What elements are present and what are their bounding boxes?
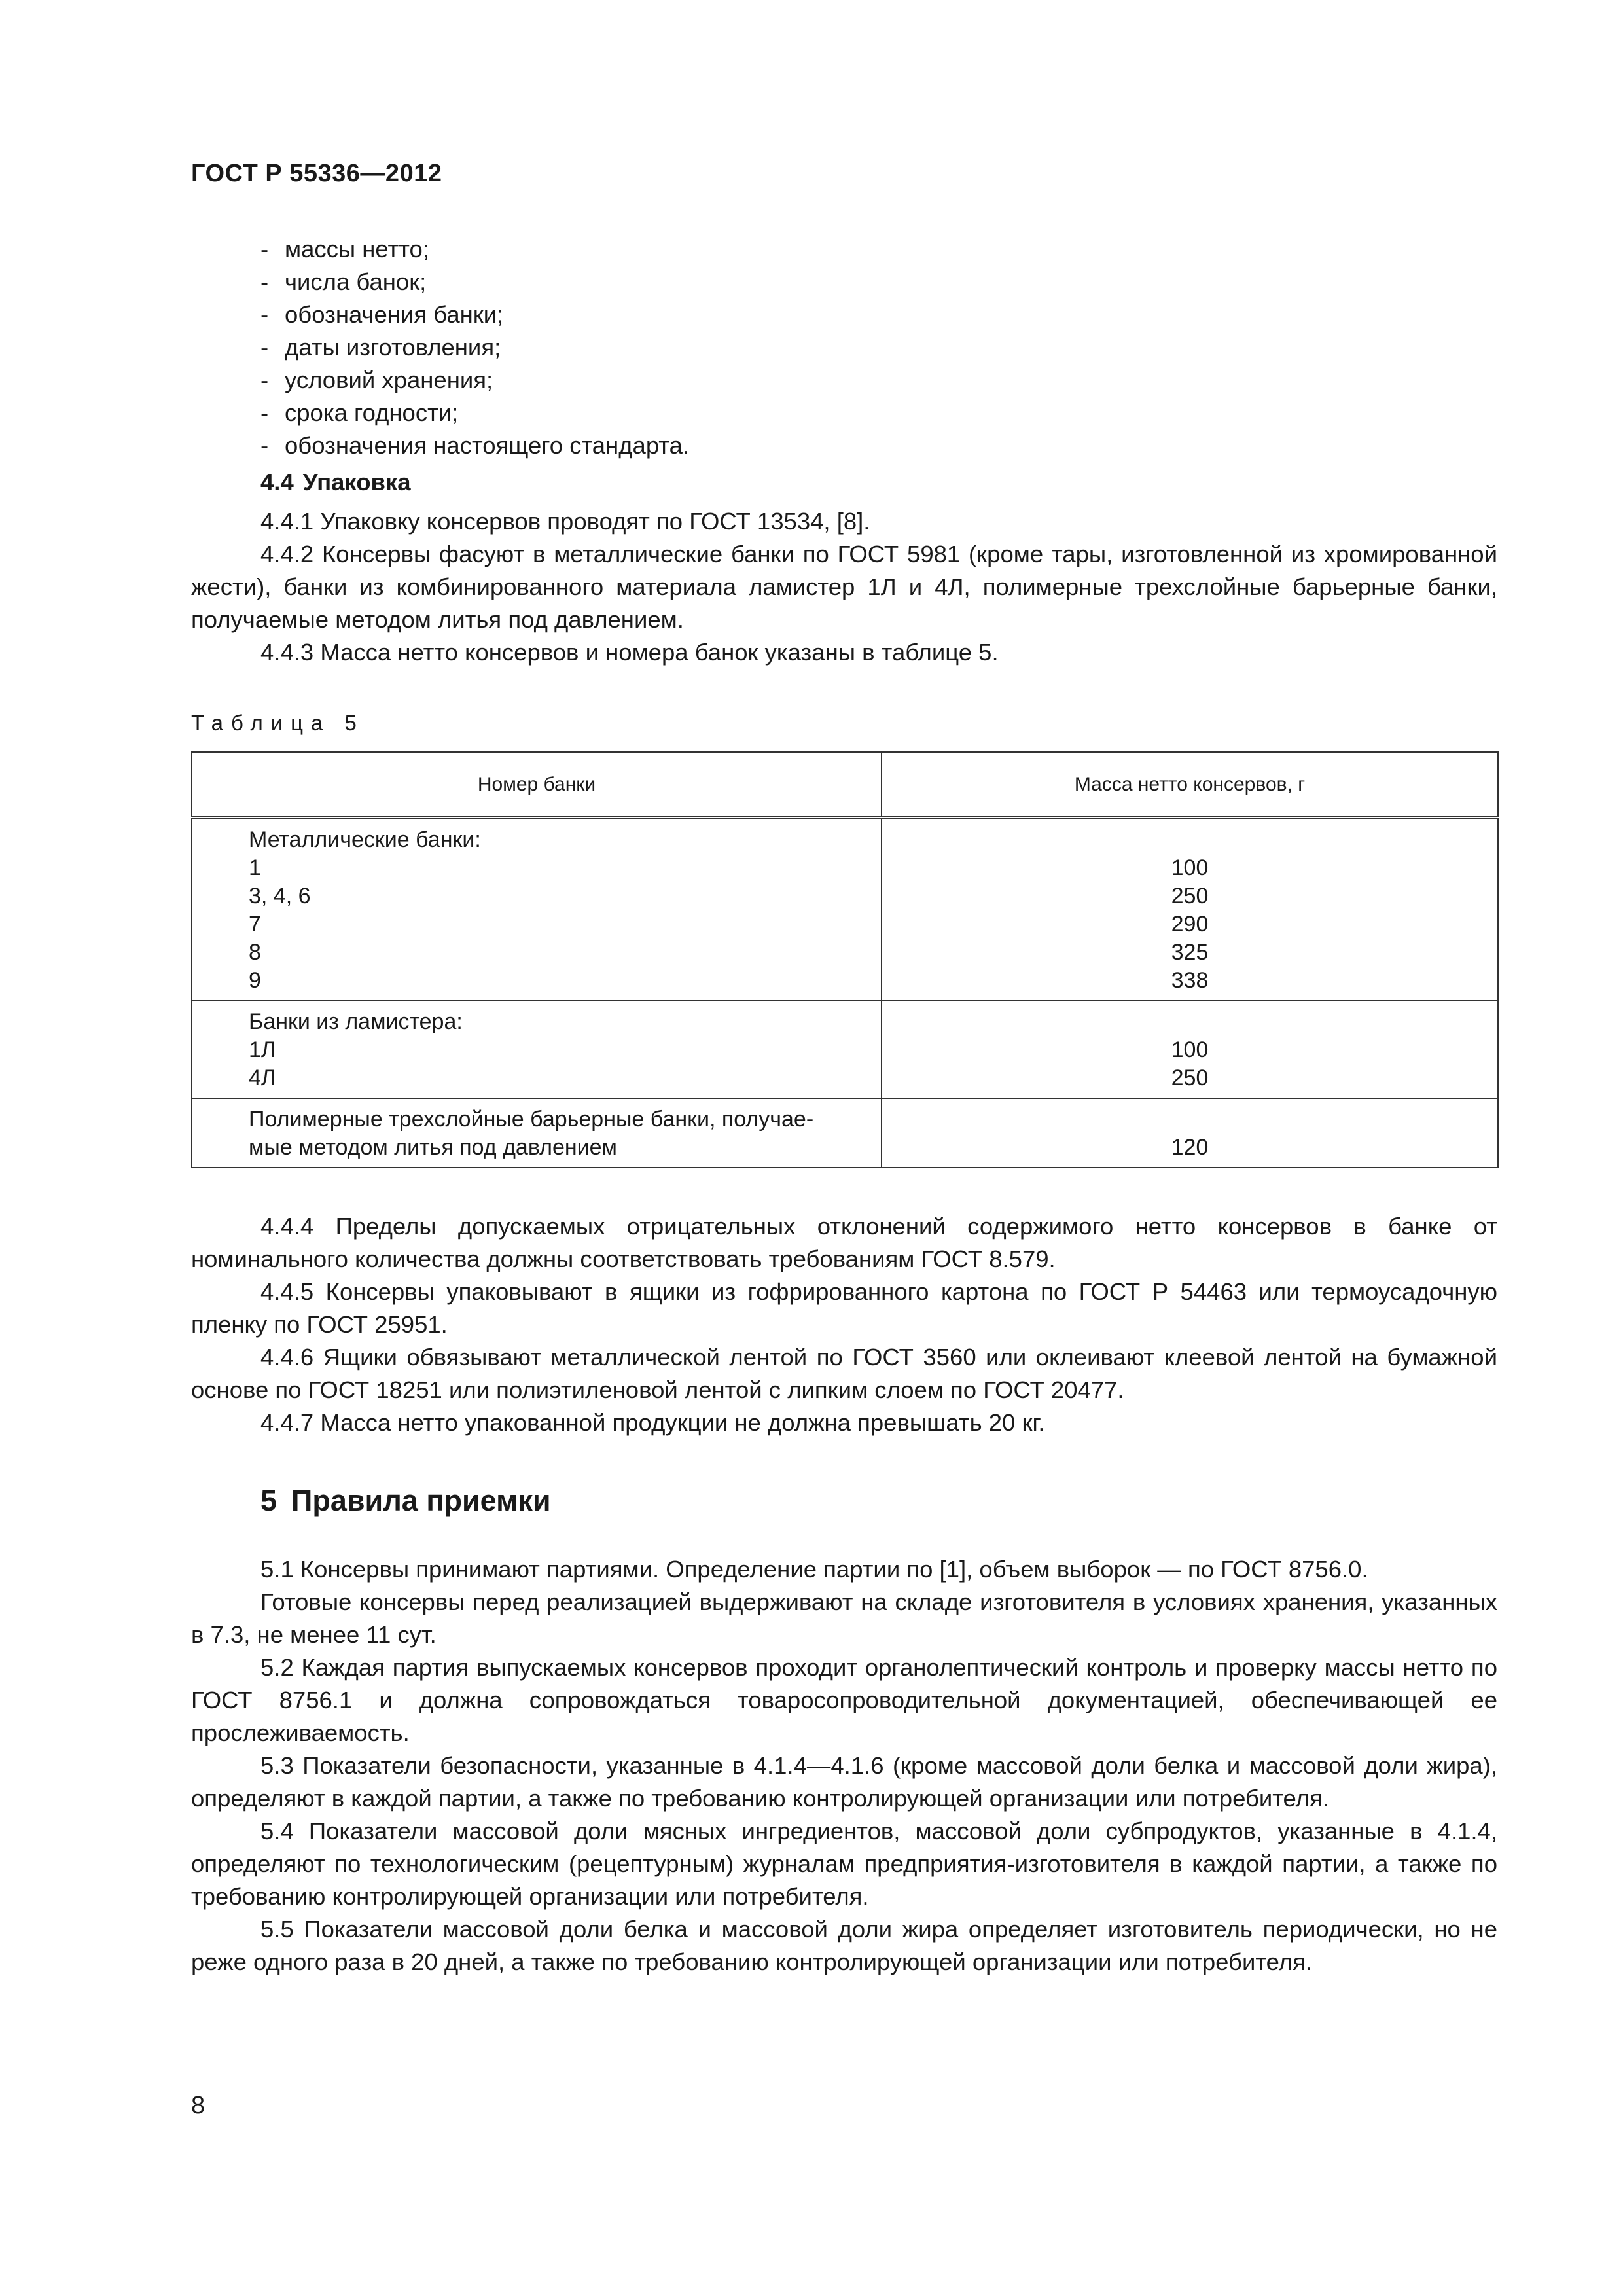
section-paragraph: 5.5 Показатели массовой доли белка и массовой доли жира определяет изготовитель периодически, но не реже одного раза в 20 дней, а также по требованию контролирующей организации или потребителя. [191,1916,1497,1975]
clause-paragraph: 4.4.4 Пределы допускаемых отрицательных отклонений содержимого нетто консервов в банке от номинального количества должны соответствовать требованиям ГОСТ 8.579. [191,1213,1497,1272]
list-item: - условий хранения; [191,364,1497,397]
subsection-heading-packaging [191,466,1497,499]
table-header-row [192,752,1498,817]
net-mass-cell [882,817,1498,1001]
can-number: 1Л [249,1037,276,1062]
section-paragraph: 5.1 Консервы принимают партиями. Определение партии по [1], объем выборок — по ГОСТ 8756.0. [260,1556,1368,1583]
subsection-number: 4.4 [260,469,294,495]
section-heading-acceptance-rules [191,1482,1497,1519]
can-number: 9 [249,968,261,993]
section-paragraph: 5.4 Показатели массовой доли мясных ингредиентов, массовой доли субпродуктов, указанные в 4.1.4, определяют по технологическим (рецептурным) журналам предприятия-изготовителя в каждой партии, а также по требованию контролирующей организации или потребителя. [191,1818,1497,1910]
clause-paragraph: 4.4.7 Масса нетто упакованной продукции не должна превышать 20 кг. [260,1409,1045,1436]
list-item: - массы нетто; [191,233,1497,266]
can-number: 8 [249,940,261,965]
net-mass: 100 [1171,1037,1209,1062]
can-number: 1 [249,855,261,880]
can-number-cell [192,1098,882,1168]
clause-paragraph: 4.4.1 Упаковку консервов проводят по ГОСТ 13534, [8]. [260,508,870,535]
table-row [192,1098,1498,1168]
group-label: Полимерные трехслойные барьерные банки, получае- [249,1107,814,1132]
net-mass: 290 [1171,912,1209,937]
page-content [191,233,1497,1979]
list-item: - обозначения настоящего стандарта. [191,429,1497,462]
list-item: - срока годности; [191,397,1497,429]
net-mass: 250 [1171,1066,1209,1090]
net-mass: 120 [1171,1135,1209,1160]
document-header: ГОСТ Р 55336—2012 [191,160,442,187]
marking-list [191,233,1497,462]
group-label: Металлические банки: [249,827,481,852]
column-header-net-mass: Масса нетто консервов, г [882,752,1498,817]
net-mass: 250 [1171,884,1209,908]
section-paragraph: 5.3 Показатели безопасности, указанные в 4.1.4—4.1.6 (кроме массовой доли белка и массовой доли жира), определяют в каждой партии, а также по требованию контролирующей организации или потребителя. [191,1752,1497,1812]
clause-paragraph: 4.4.5 Консервы упаковывают в ящики из гофрированного картона по ГОСТ Р 54463 или термоусадочную пленку по ГОСТ 25951. [191,1278,1497,1338]
section-title: Правила приемки [291,1484,551,1517]
can-number: 4Л [249,1066,276,1090]
can-number-cell [192,817,882,1001]
clause-paragraph: 4.4.3 Масса нетто консервов и номера банок указаны в таблице 5. [260,639,999,666]
net-mass: 100 [1171,855,1209,880]
subsection-title: Упаковка [302,469,411,495]
list-item: - обозначения банки; [191,298,1497,331]
net-mass-cell [882,1001,1498,1098]
section-number: 5 [260,1484,277,1517]
column-header-can-number: Номер банки [192,752,882,817]
group-label-continuation: мые методом литья под давлением [249,1135,617,1160]
clause-paragraph: 4.4.6 Ящики обвязывают металлической лентой по ГОСТ 3560 или оклеивают клеевой лентой на бумажной основе по ГОСТ 18251 или полиэтиленовой лентой с липким слоем по ГОСТ 20477. [191,1344,1497,1403]
list-item: - даты изготовления; [191,331,1497,364]
table-row [192,817,1498,1001]
can-number: 7 [249,912,261,937]
clause-paragraph: 4.4.2 Консервы фасуют в металлические банки по ГОСТ 5981 (кроме тары, изготовленной из хромированной жести), банки из комбинированного материала ламистер 1Л и 4Л, полимерные трехслойные барьерные банки, получаемые методом литья под давлением. [191,541,1497,633]
table-row [192,1001,1498,1098]
section-paragraph: 5.2 Каждая партия выпускаемых консервов проходит органолептический контроль и проверку массы нетто по ГОСТ 8756.1 и должна сопровождаться товаросопроводительной документацией, обеспечивающей ее прослеживаемость. [191,1654,1497,1746]
can-number: 3, 4, 6 [249,884,311,908]
section-paragraph: Готовые консервы перед реализацией выдерживают на складе изготовителя в условиях хранения, указанных в 7.3, не менее 11 сут. [191,1588,1497,1648]
page-number: 8 [191,2092,205,2119]
table-5 [191,751,1499,1168]
list-item: - числа банок; [191,266,1497,298]
can-number-cell [192,1001,882,1098]
net-mass-cell [882,1098,1498,1168]
net-mass: 338 [1171,968,1209,993]
net-mass: 325 [1171,940,1209,965]
clauses-after-table [191,1210,1497,1439]
group-label: Банки из ламистера: [249,1009,463,1034]
table-caption: Таблица 5 [191,711,365,735]
